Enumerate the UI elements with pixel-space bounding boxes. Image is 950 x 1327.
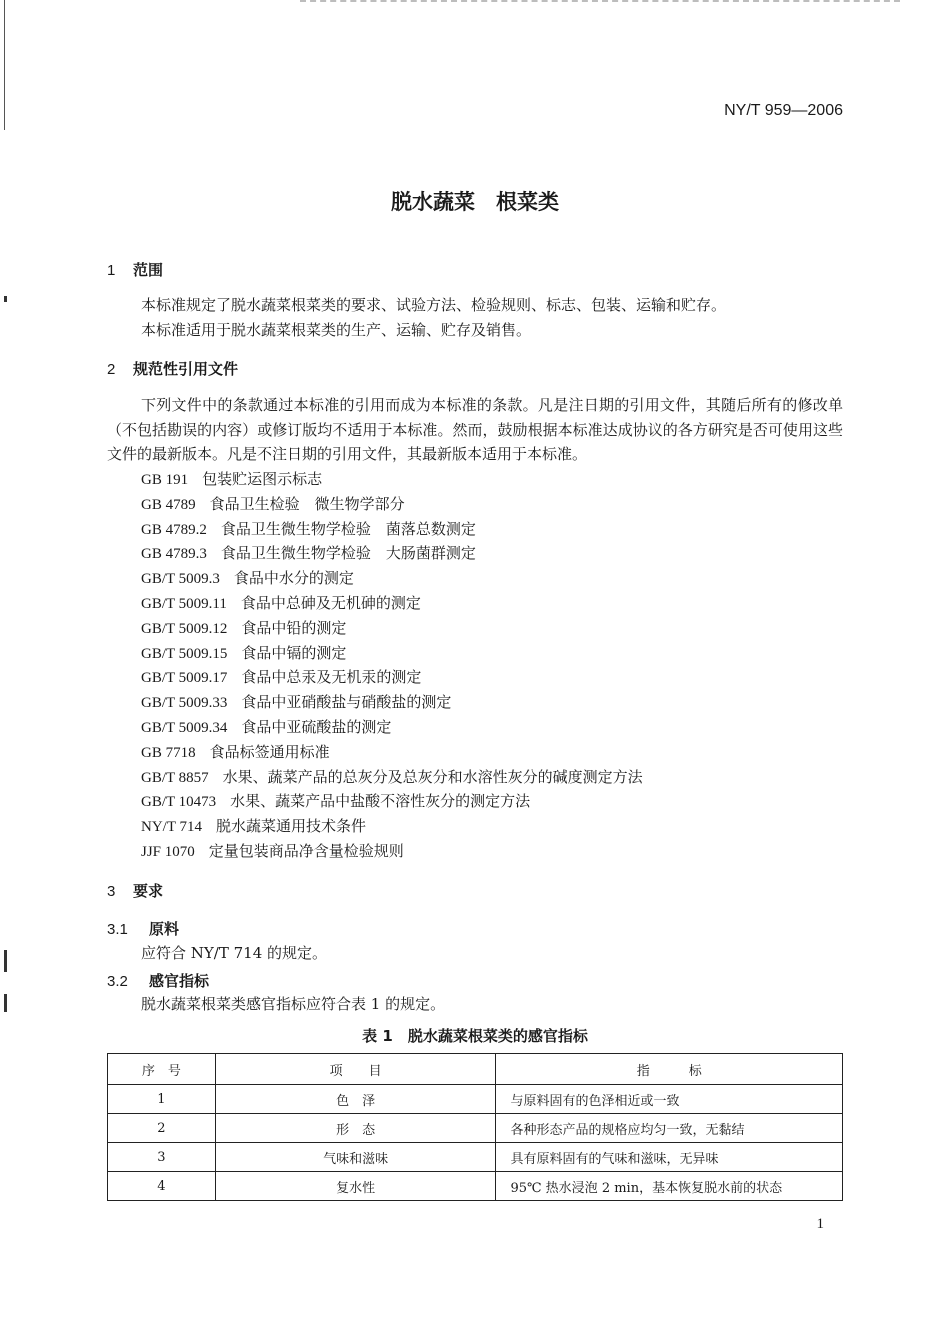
table-cell: 3 [108,1143,216,1172]
table-cell: 1 [108,1085,216,1114]
reference-item [141,690,643,715]
reference-title: 食品中总砷及无机砷的测定 [240,593,421,612]
paragraph: 脱水蔬菜根菜类感官指标应符合表 1 的规定。 [141,995,446,1013]
reference-title: 食品中铅的测定 [241,618,347,637]
reference-item [141,517,643,542]
reference-code: GB/T 5009.34 [141,719,228,736]
reference-code: GB/T 5009.11 [141,595,227,612]
table-header-row [108,1054,843,1085]
reference-item [141,566,643,591]
reference-code: GB/T 5009.33 [141,695,228,712]
reference-code: GB 4789.2 [141,521,207,538]
table-cell: 各种形态产品的规格应均匀一致，无黏结 [496,1114,843,1143]
table-caption: 表 1 脱水蔬菜根菜类的感官指标 [362,1027,588,1045]
scan-edge-mark [4,994,7,1012]
table-cell: 95℃ 热水浸泡 2 min，基本恢复脱水前的状态 [496,1172,843,1201]
reference-code: GB/T 5009.15 [141,645,228,662]
table-cell: 与原料固有的色泽相近或一致 [496,1085,843,1114]
scan-edge-mark [4,950,7,972]
section-number: 3 [107,883,116,900]
table-cell: 色 泽 [215,1085,496,1114]
standard-code: NY/T 959—2006 [724,102,843,119]
section-title: 要求 [133,882,164,900]
sensory-table [107,1053,843,1201]
section-3-heading [107,880,163,901]
reference-title: 食品卫生微生物学检验 菌落总数测定 [220,519,476,538]
reference-item [141,789,643,814]
reference-list [141,467,643,864]
reference-code: GB/T 5009.12 [141,620,228,637]
table-cell: 气味和滋味 [215,1143,496,1172]
reference-title: 食品中镉的测定 [241,643,347,662]
reference-code: GB/T 5009.17 [141,670,228,687]
paragraph: 本标准规定了脱水蔬菜根菜类的要求、试验方法、检验规则、标志、包装、运输和贮存。 [141,296,727,314]
section-1-heading [107,259,163,280]
header-cell: 指 标 [496,1054,843,1085]
subsection-title: 感官指标 [149,972,210,990]
reference-item [141,839,643,864]
section-title: 规范性引用文件 [133,360,239,378]
reference-code: GB 4789 [141,496,196,513]
reference-item [141,765,643,790]
section-number: 1 [107,262,116,279]
reference-code: GB/T 5009.3 [141,571,220,588]
reference-code: GB 191 [141,472,189,488]
table-cell: 具有原料固有的气味和滋味，无异味 [496,1143,843,1172]
reference-title: 定量包装商品净含量检验规则 [208,841,404,860]
reference-title: 水果、蔬菜产品的总灰分及总灰分和水溶性灰分的碱度测定方法 [222,767,643,786]
reference-item [141,616,643,641]
section-number: 2 [107,361,116,378]
reference-item [141,715,643,740]
reference-item [141,492,643,517]
reference-code: GB/T 10473 [141,794,217,811]
reference-title: 食品中亚硫酸盐的测定 [241,717,392,736]
header-cell: 项 目 [215,1054,496,1085]
reference-item [141,541,643,566]
reference-item [141,665,643,690]
scan-edge-mark [4,296,7,302]
reference-item [141,740,643,765]
reference-title: 食品中总汞及无机汞的测定 [241,668,422,687]
table-cell: 2 [108,1114,216,1143]
table-cell: 复水性 [215,1172,496,1201]
reference-title: 水果、蔬菜产品中盐酸不溶性灰分的测定方法 [230,792,531,811]
scan-edge-line [4,0,5,130]
reference-title: 食品中水分的测定 [233,569,354,588]
header-cell: 序 号 [108,1054,216,1085]
reference-title: 食品卫生微生物学检验 大肠菌群测定 [220,544,476,563]
reference-title: 脱水蔬菜通用技术条件 [215,817,366,836]
subsection-3-2-heading [107,970,209,991]
references-intro: 下列文件中的条款通过本标准的引用而成为本标准的条款。凡是注日期的引用文件，其随后所有的修改单（不包括勘误的内容）或修订版均不适用于本标准。然而，鼓励根据本标准达成协议的各方研究是否可使用这些文件的最新版本。凡是不注日期的引用文件，其最新版本适用于本标准。 [107,396,843,463]
paragraph: 应符合 NY/T 714 的规定。 [141,944,328,962]
reference-title: 食品卫生检验 微生物学部分 [209,494,405,513]
table-row [108,1172,843,1201]
reference-item [141,467,643,492]
reference-item [141,591,643,616]
reference-title: 食品中亚硝酸盐与硝酸盐的测定 [241,693,452,712]
reference-code: GB 4789.3 [141,546,207,563]
scan-artifact-top [300,0,900,2]
page-number: 1 [816,1216,824,1232]
subsection-number: 3.1 [107,921,128,938]
subsection-title: 原料 [149,920,180,938]
document-title: 脱水蔬菜 根菜类 [391,190,559,214]
reference-title: 食品标签通用标准 [209,742,330,761]
reference-code: NY/T 714 [141,819,202,836]
table-row [108,1143,843,1172]
section-title: 范围 [133,261,164,279]
reference-item [141,641,643,666]
reference-code: JJF 1070 [141,843,195,860]
table-row [108,1114,843,1143]
reference-item [141,814,643,839]
table-cell: 形 态 [215,1114,496,1143]
table-cell: 4 [108,1172,216,1201]
paragraph: 本标准适用于脱水蔬菜根菜类的生产、运输、贮存及销售。 [141,321,532,339]
subsection-3-1-heading [107,918,179,939]
table-row [108,1085,843,1114]
section-2-heading [107,358,238,379]
reference-title: 包装贮运图示标志 [202,470,323,488]
reference-code: GB/T 8857 [141,769,209,786]
subsection-number: 3.2 [107,973,128,990]
reference-code: GB 7718 [141,744,196,761]
